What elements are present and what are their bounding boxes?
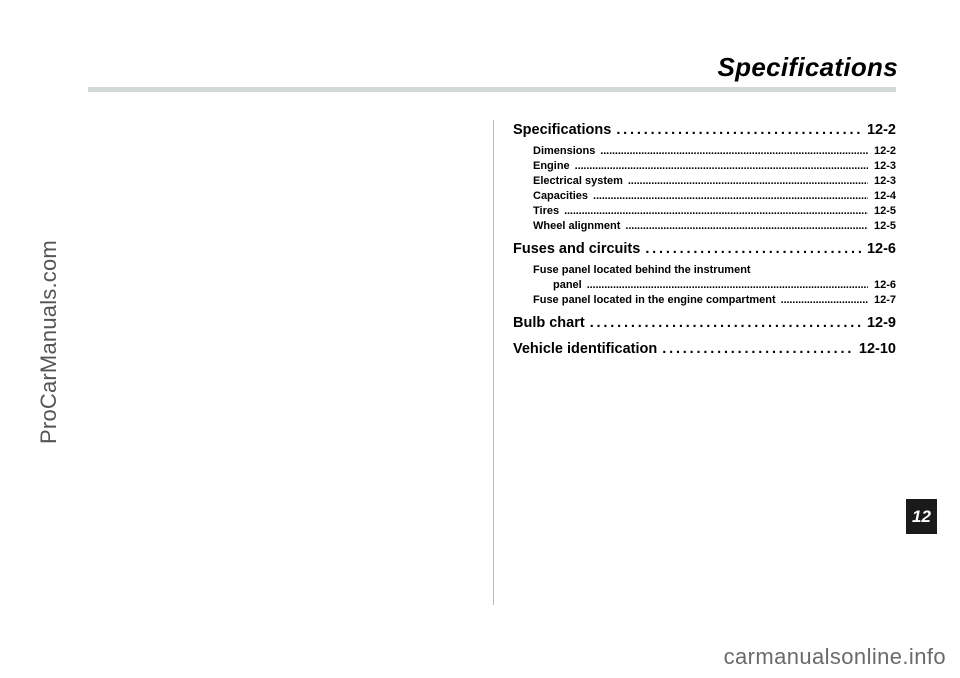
- toc-page-number: 12-5: [873, 220, 896, 232]
- toc-label: Specifications: [513, 122, 612, 138]
- toc-entry-capacities[interactable]: [513, 189, 896, 204]
- toc-leader: [593, 189, 868, 204]
- toc-entry-wheel-alignment[interactable]: [513, 219, 896, 234]
- toc-leader: [575, 159, 868, 174]
- toc-label: panel: [553, 279, 582, 291]
- toc-label: Engine: [533, 160, 570, 172]
- title-rule: [88, 87, 896, 92]
- toc-entry-fuse-panel-instrument[interactable]: [513, 278, 896, 293]
- toc-label: Vehicle identification: [513, 341, 658, 357]
- chapter-tab: 12: [906, 499, 937, 534]
- toc-label: Bulb chart: [513, 315, 585, 331]
- toc-entry-specifications[interactable]: [513, 120, 896, 141]
- toc-label: Capacities: [533, 190, 589, 202]
- toc-label: Fuse panel located in the engine compartment: [533, 294, 776, 306]
- toc-page-number: 12-6: [873, 279, 896, 291]
- toc-leader: [628, 174, 868, 189]
- table-of-contents: [513, 120, 896, 360]
- toc-page-number: 12-3: [873, 160, 896, 172]
- column-divider: [493, 120, 494, 605]
- side-watermark-text: ProCarManuals.com: [36, 240, 61, 444]
- toc-page-number: 12-3: [873, 175, 896, 187]
- toc-entry-dimensions[interactable]: [513, 144, 896, 159]
- bottom-watermark: carmanualsonline.info: [723, 644, 946, 669]
- toc-page-number: 12-9: [866, 315, 896, 331]
- toc-leader: [616, 120, 861, 141]
- toc-label: Tires: [533, 205, 560, 217]
- toc-entry-fuse-panel-instrument-line1[interactable]: [513, 263, 896, 278]
- toc-page-number: 12-10: [858, 341, 896, 357]
- toc-leader: [781, 293, 868, 308]
- toc-leader: [645, 239, 861, 260]
- toc-entry-bulb-chart[interactable]: [513, 313, 896, 334]
- toc-leader: [625, 219, 868, 234]
- toc-leader: [600, 144, 868, 159]
- toc-label: Wheel alignment: [533, 220, 621, 232]
- toc-page-number: 12-5: [873, 205, 896, 217]
- toc-entry-fuse-panel-engine[interactable]: [513, 293, 896, 308]
- toc-leader: [662, 339, 853, 360]
- toc-entry-vehicle-identification[interactable]: [513, 339, 896, 360]
- toc-page-number: 12-2: [873, 145, 896, 157]
- toc-leader: [590, 313, 861, 334]
- toc-entry-fuses-and-circuits[interactable]: [513, 239, 896, 260]
- toc-leader: [564, 204, 868, 219]
- toc-page-number: 12-2: [866, 122, 896, 138]
- page-title: Specifications: [717, 52, 898, 82]
- toc-entry-engine[interactable]: [513, 159, 896, 174]
- toc-entry-electrical-system[interactable]: [513, 174, 896, 189]
- toc-leader: [587, 278, 868, 293]
- toc-label: Fuses and circuits: [513, 241, 641, 257]
- toc-label: Dimensions: [533, 145, 596, 157]
- toc-page-number: 12-7: [873, 294, 896, 306]
- toc-page-number: 12-4: [873, 190, 896, 202]
- toc-page-number: 12-6: [866, 241, 896, 257]
- toc-entry-tires[interactable]: [513, 204, 896, 219]
- toc-label: Fuse panel located behind the instrument: [533, 264, 751, 276]
- toc-label: Electrical system: [533, 175, 623, 187]
